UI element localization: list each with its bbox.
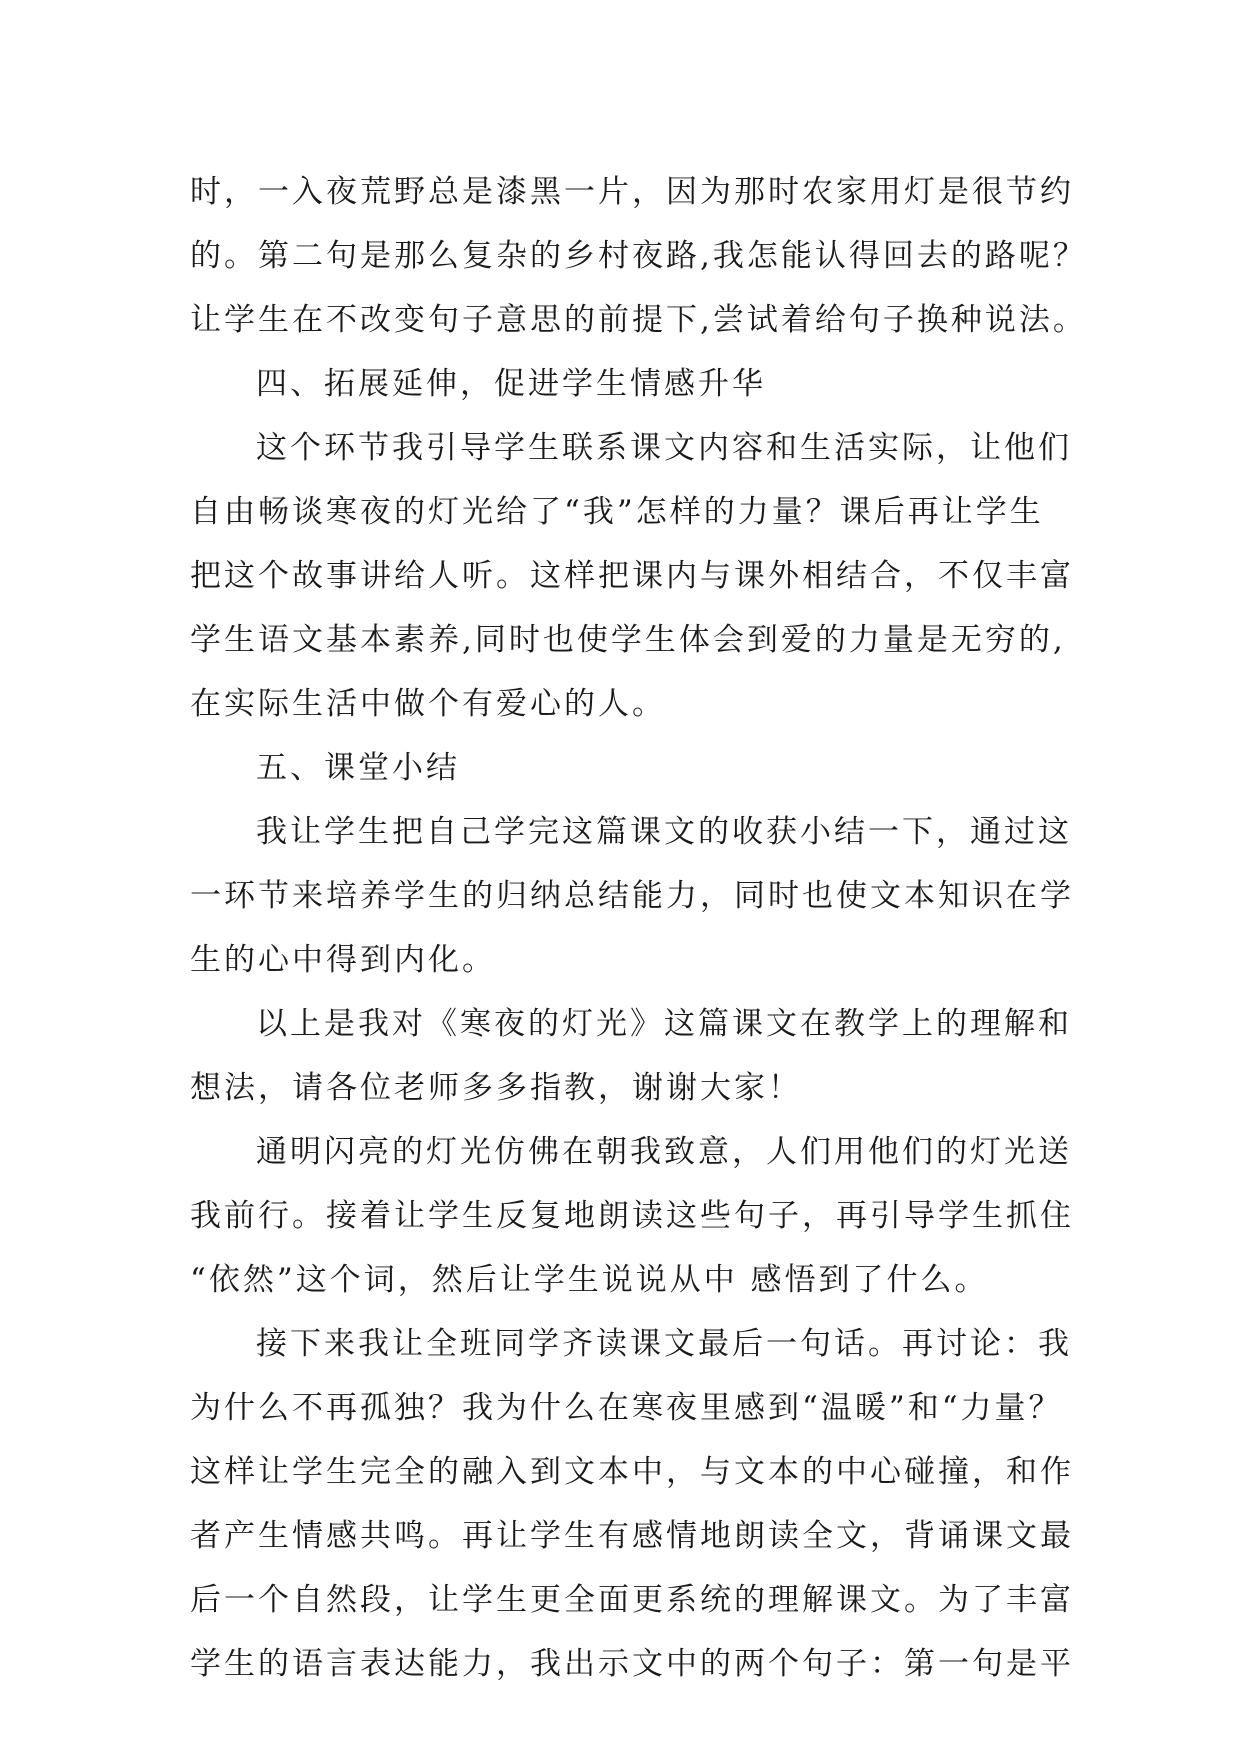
text-line: 把这个故事讲给人听。这样把课内与课外相结合，不仅丰富 — [190, 558, 1074, 594]
text-line: 自由畅谈寒夜的灯光给了“我”怎样的力量？课后再让学生 — [190, 494, 1044, 530]
text-line: 我前行。接着让学生反复地朗读这些句子，再引导学生抓住 — [190, 1198, 1074, 1234]
text-line: 的。第二句是那么复杂的乡村夜路,我怎能认得回去的路呢？ — [190, 238, 1087, 274]
text-line: 在实际生活中做个有爱心的人。 — [190, 686, 666, 722]
text-line: 时，一入夜荒野总是漆黑一片，因为那时农家用灯是很节约 — [190, 174, 1074, 210]
text-line: 通明闪亮的灯光仿佛在朝我致意，人们用他们的灯光送 — [256, 1134, 1072, 1170]
text-line: 者产生情感共鸣。再让学生有感情地朗读全文，背诵课文最 — [190, 1518, 1074, 1554]
text-line: 五、课堂小结 — [256, 750, 460, 786]
text-line: “依然”这个词，然后让学生说说从中 感悟到了什么。 — [190, 1262, 989, 1298]
text-line: 接下来我让全班同学齐读课文最后一句话。再讨论：我 — [256, 1326, 1072, 1362]
text-line: 四、拓展延伸，促进学生情感升华 — [256, 366, 766, 402]
text-line: 这样让学生完全的融入到文本中，与文本的中心碰撞，和作 — [190, 1454, 1074, 1490]
document-body — [190, 160, 1087, 1696]
text-line: 我让学生把自己学完这篇课文的收获小结一下，通过这 — [256, 814, 1072, 850]
text-line: 学生语文基本素养,同时也使学生体会到爱的力量是无穷的, — [190, 622, 1066, 658]
text-line: 学生的语言表达能力，我出示文中的两个句子：第一句是平 — [190, 1646, 1074, 1682]
text-line: 想法，请各位老师多多指教，谢谢大家！ — [190, 1070, 802, 1106]
text-line: 这个环节我引导学生联系课文内容和生活实际，让他们 — [256, 430, 1072, 466]
text-line: 为什么不再孤独？我为什么在寒夜里感到“温暖”和“力量？ — [190, 1390, 1063, 1426]
text-line: 后一个自然段，让学生更全面更系统的理解课文。为了丰富 — [190, 1582, 1074, 1618]
text-line: 生的心中得到内化。 — [190, 942, 496, 978]
text-line: 以上是我对《寒夜的灯光》这篇课文在教学上的理解和 — [256, 1006, 1072, 1042]
text-line: 一环节来培养学生的归纳总结能力，同时也使文本知识在学 — [190, 878, 1074, 914]
text-line: 让学生在不改变句子意思的前提下,尝试着给句子换种说法。 — [190, 302, 1087, 338]
